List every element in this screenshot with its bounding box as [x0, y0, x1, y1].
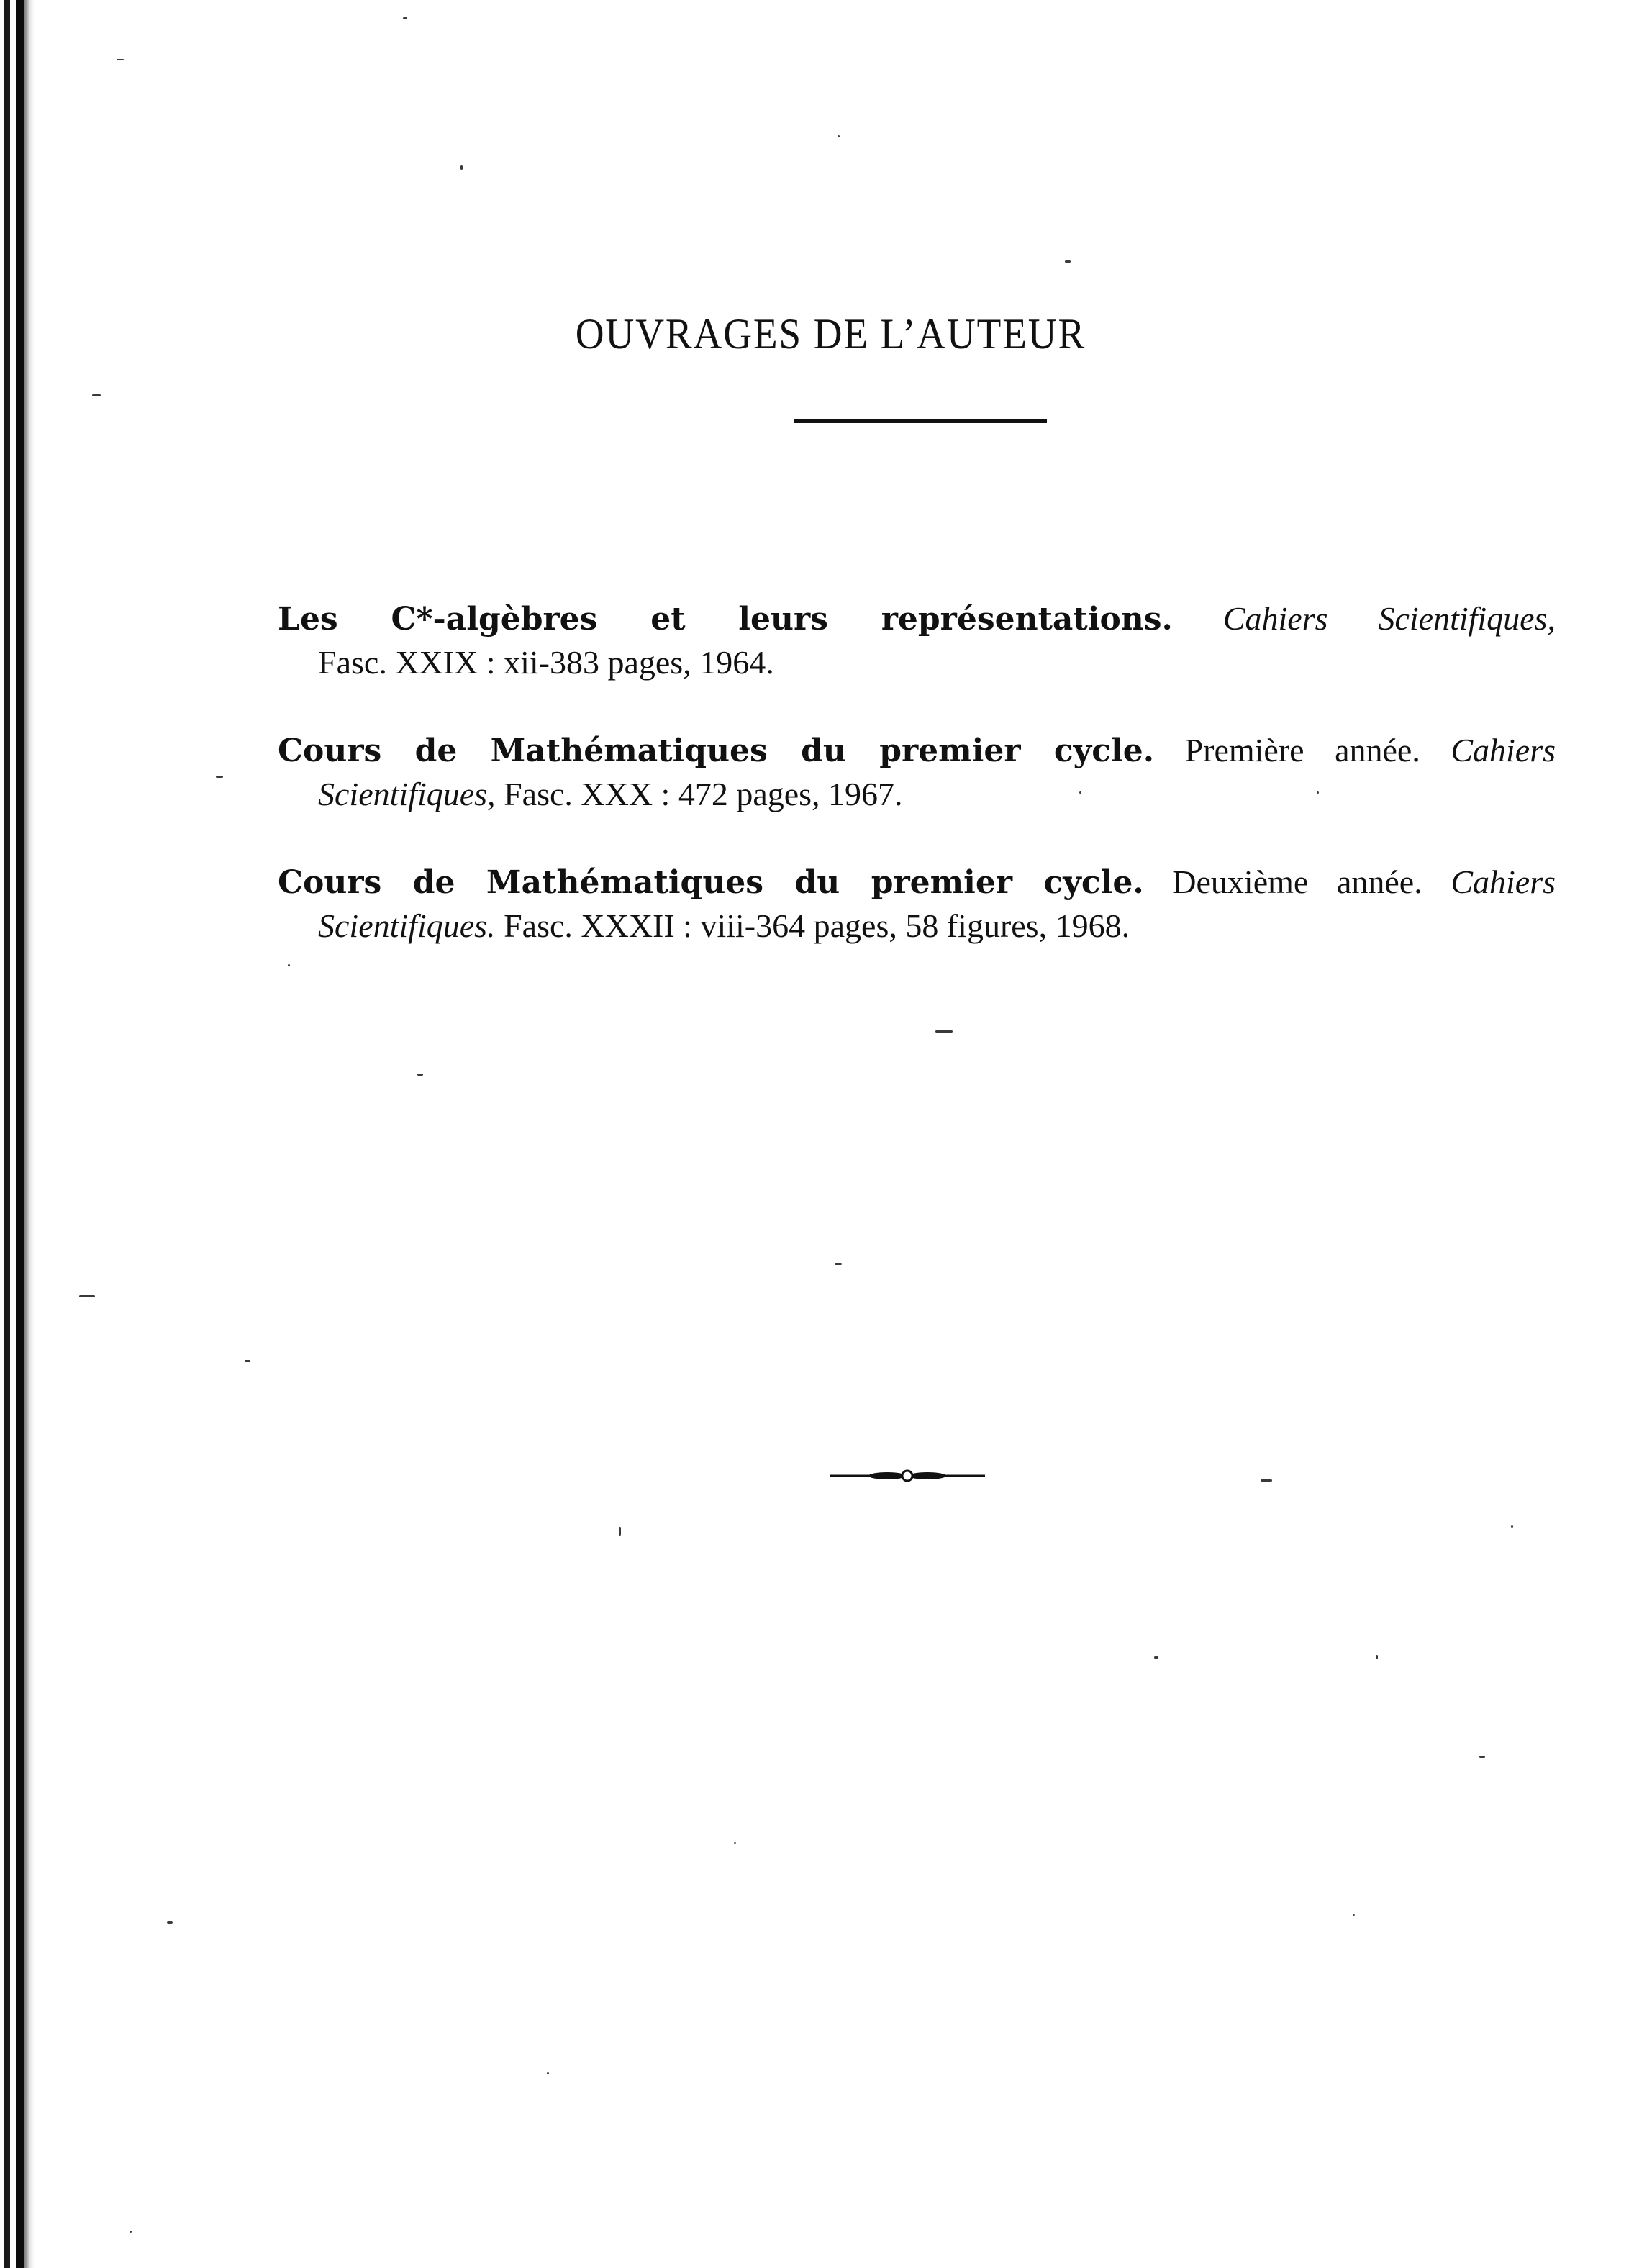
work-1-title: Les C*-algèbres et leurs représentations. [278, 601, 1173, 638]
work-3-series-second: Scientifiques. [318, 907, 496, 944]
works-list [278, 597, 1556, 992]
work-3-title: Cours de Mathématiques du premier cycle. [278, 864, 1144, 901]
title-rule [794, 419, 1047, 423]
work-entry-1-line1 [278, 597, 1556, 641]
work-2-details: Fasc. XXX : 472 pages, 1967. [504, 776, 903, 812]
work-entry-3-line1 [278, 861, 1556, 904]
work-3-series-first: Cahiers [1451, 863, 1556, 900]
work-entry-2-line2 [278, 773, 1556, 816]
work-2-series-first: Cahiers [1451, 732, 1556, 768]
ornamental-dash-icon [830, 1468, 985, 1484]
work-entry-2-line1 [278, 729, 1556, 773]
work-3-details: Fasc. XXXII : viii-364 pages, 58 figures, 1968. [504, 907, 1130, 944]
work-1-series: Cahiers Scientifiques, [1222, 600, 1556, 637]
binding-edge [0, 0, 35, 2268]
work-entry-2 [278, 729, 1556, 816]
page-title-text: OUVRAGES DE L’AUTEUR [575, 310, 1086, 358]
work-1-details: Fasc. XXIX : xii-383 pages, 1964. [318, 644, 774, 681]
work-entry-3 [278, 861, 1556, 948]
work-3-year-label: Deuxième année. [1172, 863, 1422, 900]
work-2-series-second: Scientifiques, [318, 776, 496, 812]
work-entry-1 [278, 597, 1556, 684]
work-entry-3-line2 [278, 904, 1556, 948]
page-title [73, 309, 1576, 359]
work-2-title: Cours de Mathématiques du premier cycle. [278, 732, 1155, 769]
work-2-year-label: Première année. [1184, 732, 1420, 768]
